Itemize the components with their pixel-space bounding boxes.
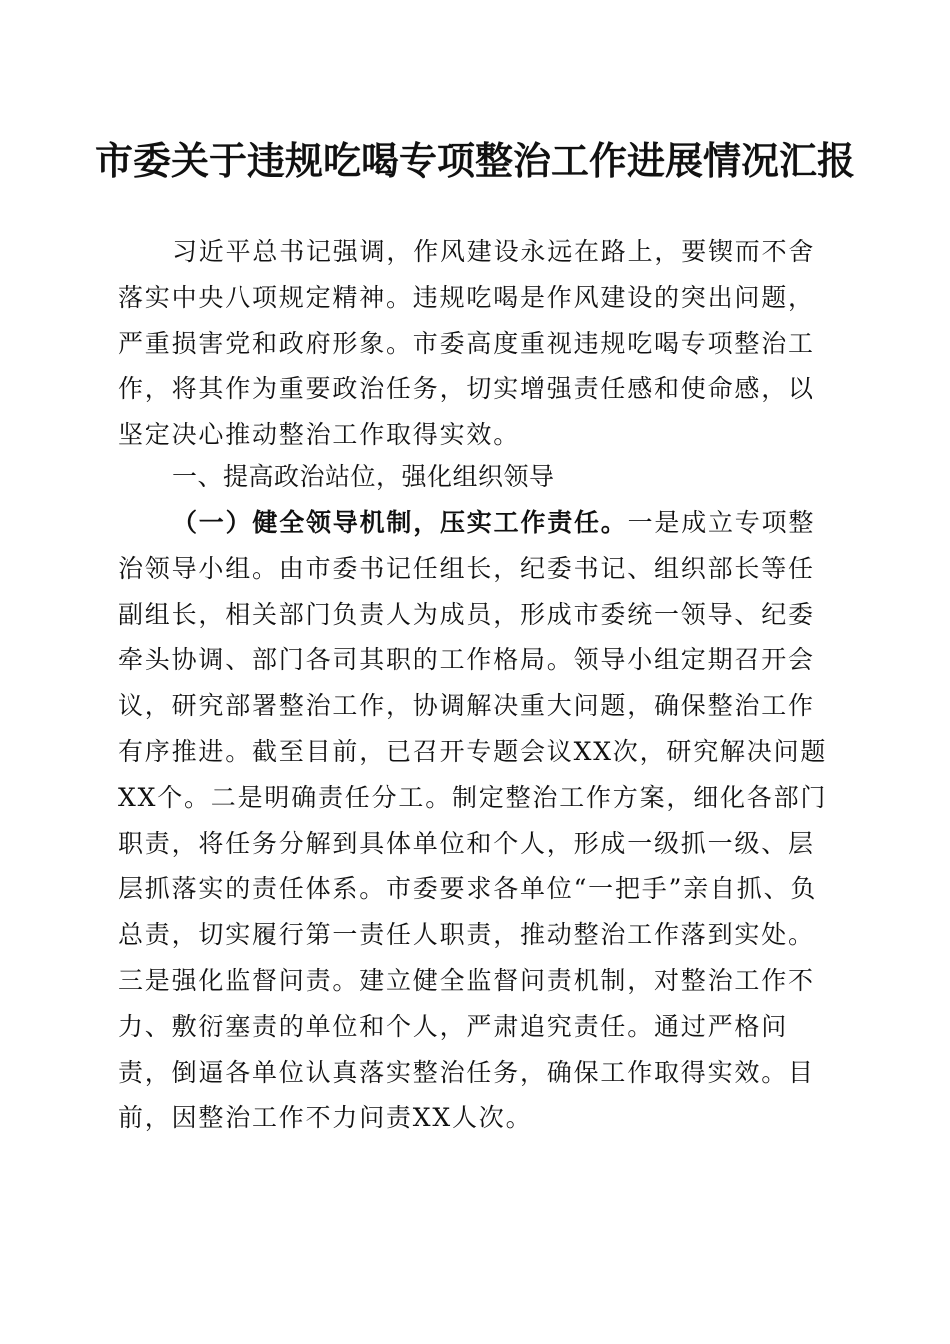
section-heading-1: 一、提高政治站位，强化组织领导	[172, 462, 555, 491]
intro-paragraph: 习近平总书记强调，作风建设永远在路上，要锲而不舍落实中央八项规定精神。违规吃喝是作风建设的突出问题，严重损害党和政府形象。市委高度重视违规吃喝专项整治工作，将其作为重要政治任务，切实增强责任感和使命感，以坚定决心推动整治工作取得实效。	[118, 237, 816, 450]
section-1-paragraph-1	[118, 500, 838, 1141]
document-title: 市委关于违规吃喝专项整治工作进展情况汇报	[94, 138, 855, 183]
sub-section-body: 一是成立专项整治领导小组。由市委书记任组长，纪委书记、组织部长等任副组长，相关部门负责人为成员，形成市委统一领导、纪委牵头协调、部门各司其职的工作格局。领导小组定期召开会议，研究部署整治工作，协调解决重大问题，确保整治工作有序推进。截至目前，已召开专题会议XX次，研究解决问题XX个。二是明确责任分工。制定整治工作方案，细化各部门职责，将任务分解到具体单位和个人，形成一级抓一级、层层抓落实的责任体系。市委要求各单位“一把手”亲自抓、负总责，切实履行第一责任人职责，推动整治工作落到实处。三是强化监督问责。建立健全监督问责机制，对整治工作不力、敷衍塞责的单位和个人，严肃追究责任。通过严格问责，倒逼各单位认真落实整治任务，确保工作取得实效。目前，因整治工作不力问责XX人次。	[118, 508, 828, 1133]
sub-section-heading: （一）健全领导机制，压实工作责任。	[172, 508, 628, 537]
